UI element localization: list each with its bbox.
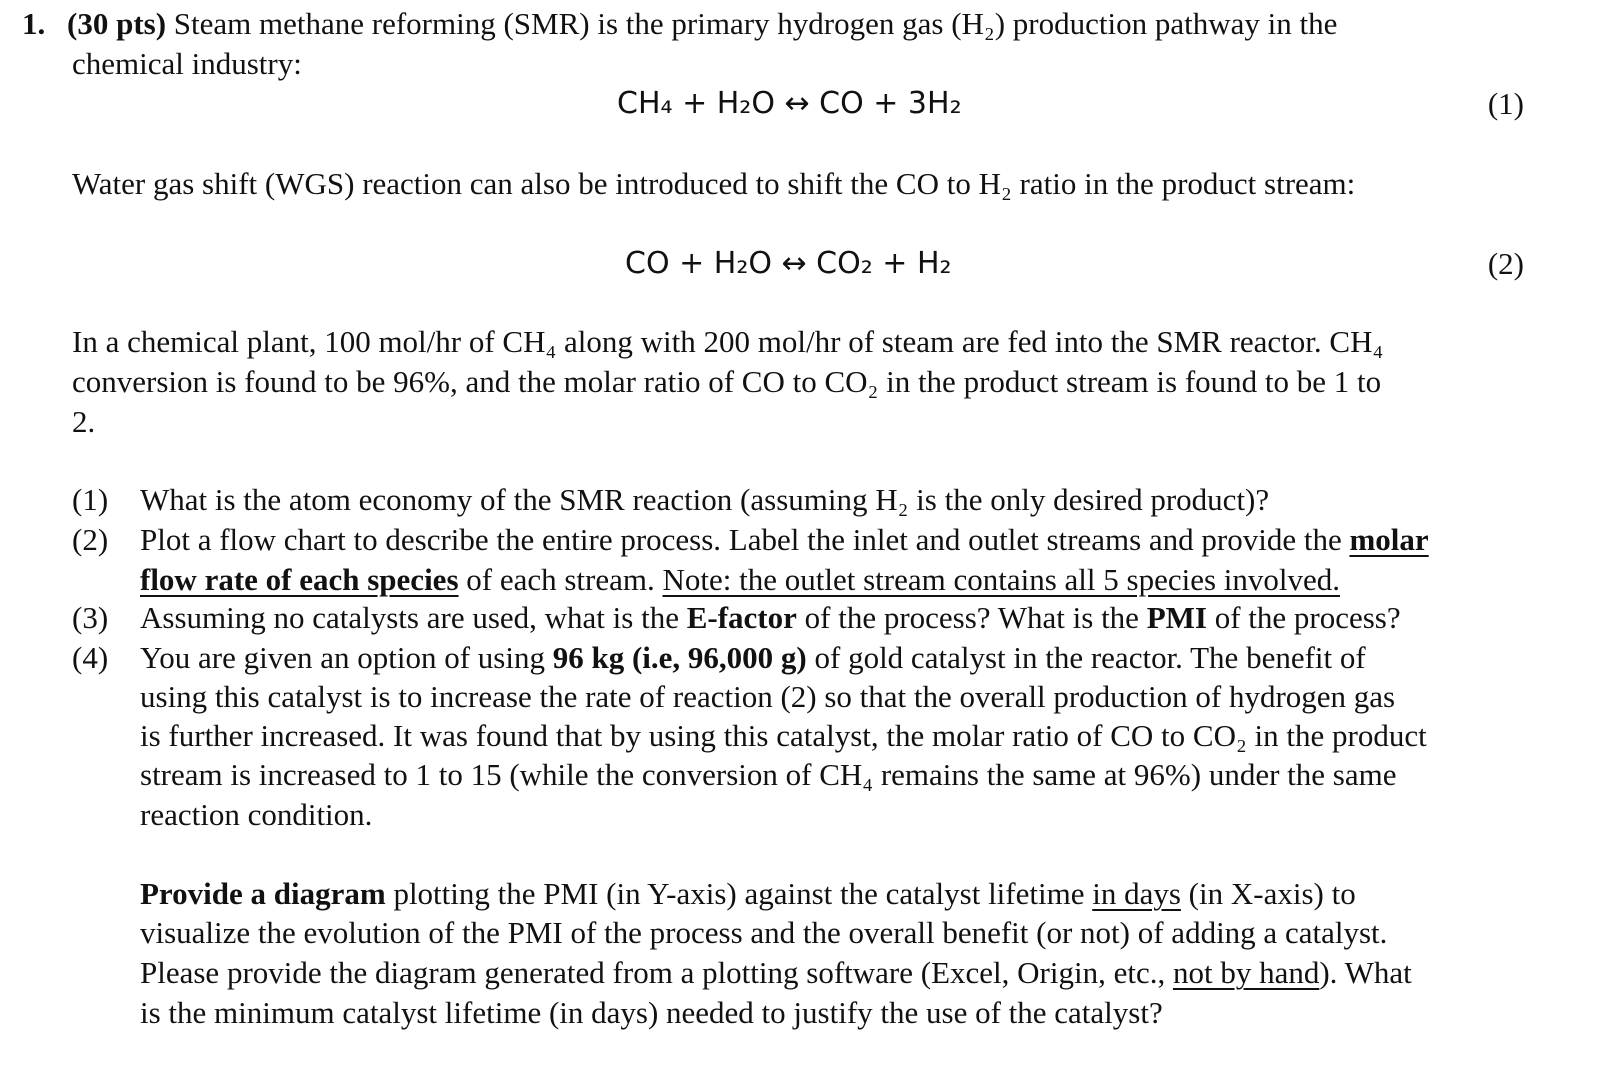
question-4-number: (4) [72, 640, 109, 675]
question-4-text-c: of gold catalyst in the reactor. The benefit of [806, 640, 1366, 675]
question-3-text-e: of the process? [1206, 600, 1401, 635]
question-3-text-a: Assuming no catalysts are used, what is the [140, 600, 687, 635]
question-1-text: What is the atom economy of the SMR reaction (assuming H₂ is the only desired product)? [140, 482, 1270, 517]
diagram-text-d: (in X-axis) to [1180, 876, 1356, 911]
diagram-paragraph-line4: is the minimum catalyst lifetime (in days) needed to justify the use of the catalyst? [140, 995, 1163, 1030]
equation-2-number: (2) [1487, 246, 1524, 281]
problem-header-line [22, 4, 1337, 44]
diagram-text-l3c: ). What [1319, 955, 1412, 990]
equation-1-number: (1) [1487, 86, 1524, 121]
question-2-line2 [140, 560, 1340, 600]
plant-paragraph-line3: 2. [72, 404, 96, 439]
question-2-text-a: Plot a flow chart to describe the entire process. Label the inlet and outlet streams and provide the [140, 522, 1350, 557]
plant-paragraph-line2: conversion is found to be 96%, and the molar ratio of CO to CO₂ in the product stream is found to be 1 to [72, 364, 1382, 399]
question-2-line1 [140, 520, 1429, 560]
question-2-number: (2) [72, 522, 109, 557]
diagram-not-by-hand: not by hand [1172, 955, 1320, 990]
problem-number: 1. [22, 6, 46, 41]
question-3-text-c: of the process? What is the [796, 600, 1147, 635]
question-3-line1 [140, 598, 1401, 638]
question-3-number: (3) [72, 600, 109, 635]
question-4-line4: stream is increased to 1 to 15 (while the conversion of CH₄ remains the same at 96%) under the same [140, 757, 1397, 792]
question-4-line3: is further increased. It was found that by using this catalyst, the molar ratio of CO to CO₂ in the product [140, 718, 1427, 753]
question-2-text-b: of each stream. [458, 562, 663, 597]
equation-wgs: CO + H₂O ↔ CO₂ + H₂ [625, 246, 952, 281]
question-4-catalyst-mass: 96 kg (i.e, 96,000 g) [552, 640, 807, 675]
diagram-paragraph-line3 [140, 953, 1412, 993]
question-4-line2: using this catalyst is to increase the rate of reaction (2) so that the overall production of hydrogen gas [140, 679, 1396, 714]
diagram-paragraph-line1 [140, 874, 1356, 914]
intro-text-line2: chemical industry: [72, 46, 302, 81]
question-2-emphasis-flow-rate: flow rate of each species [140, 562, 459, 597]
diagram-paragraph-line2: visualize the evolution of the PMI of the process and the overall benefit (or not) of adding a catalyst. [140, 915, 1388, 950]
diagram-emphasis: Provide a diagram [140, 876, 386, 911]
equation-smr: CH₄ + H₂O ↔ CO + 3H₂ [617, 86, 962, 121]
intro-text-line1: Steam methane reforming (SMR) is the primary hydrogen gas (H₂) production pathway in the [173, 6, 1338, 41]
diagram-in-days: in days [1092, 876, 1181, 911]
question-4-text-a: You are given an option of using [140, 640, 553, 675]
question-4-line5: reaction condition. [140, 797, 373, 832]
question-2-emphasis-molar: molar [1349, 522, 1429, 557]
question-1-number: (1) [72, 482, 109, 517]
diagram-text-b: plotting the PMI (in Y-axis) against the catalyst lifetime [385, 876, 1093, 911]
question-2-note: Note: the outlet stream contains all 5 species involved. [662, 562, 1341, 597]
question-3-pmi: PMI [1146, 600, 1207, 635]
problem-points: (30 pts) [67, 6, 167, 41]
question-3-efactor: E-factor [686, 600, 797, 635]
diagram-text-l3a: Please provide the diagram generated from a plotting software (Excel, Origin, etc., [140, 955, 1173, 990]
wgs-description: Water gas shift (WGS) reaction can also be introduced to shift the CO to H₂ ratio in the product stream: [72, 166, 1356, 201]
plant-paragraph-line1: In a chemical plant, 100 mol/hr of CH₄ along with 200 mol/hr of steam are fed into the SMR reactor. CH₄ [72, 324, 1384, 359]
question-4-line1 [140, 638, 1366, 678]
